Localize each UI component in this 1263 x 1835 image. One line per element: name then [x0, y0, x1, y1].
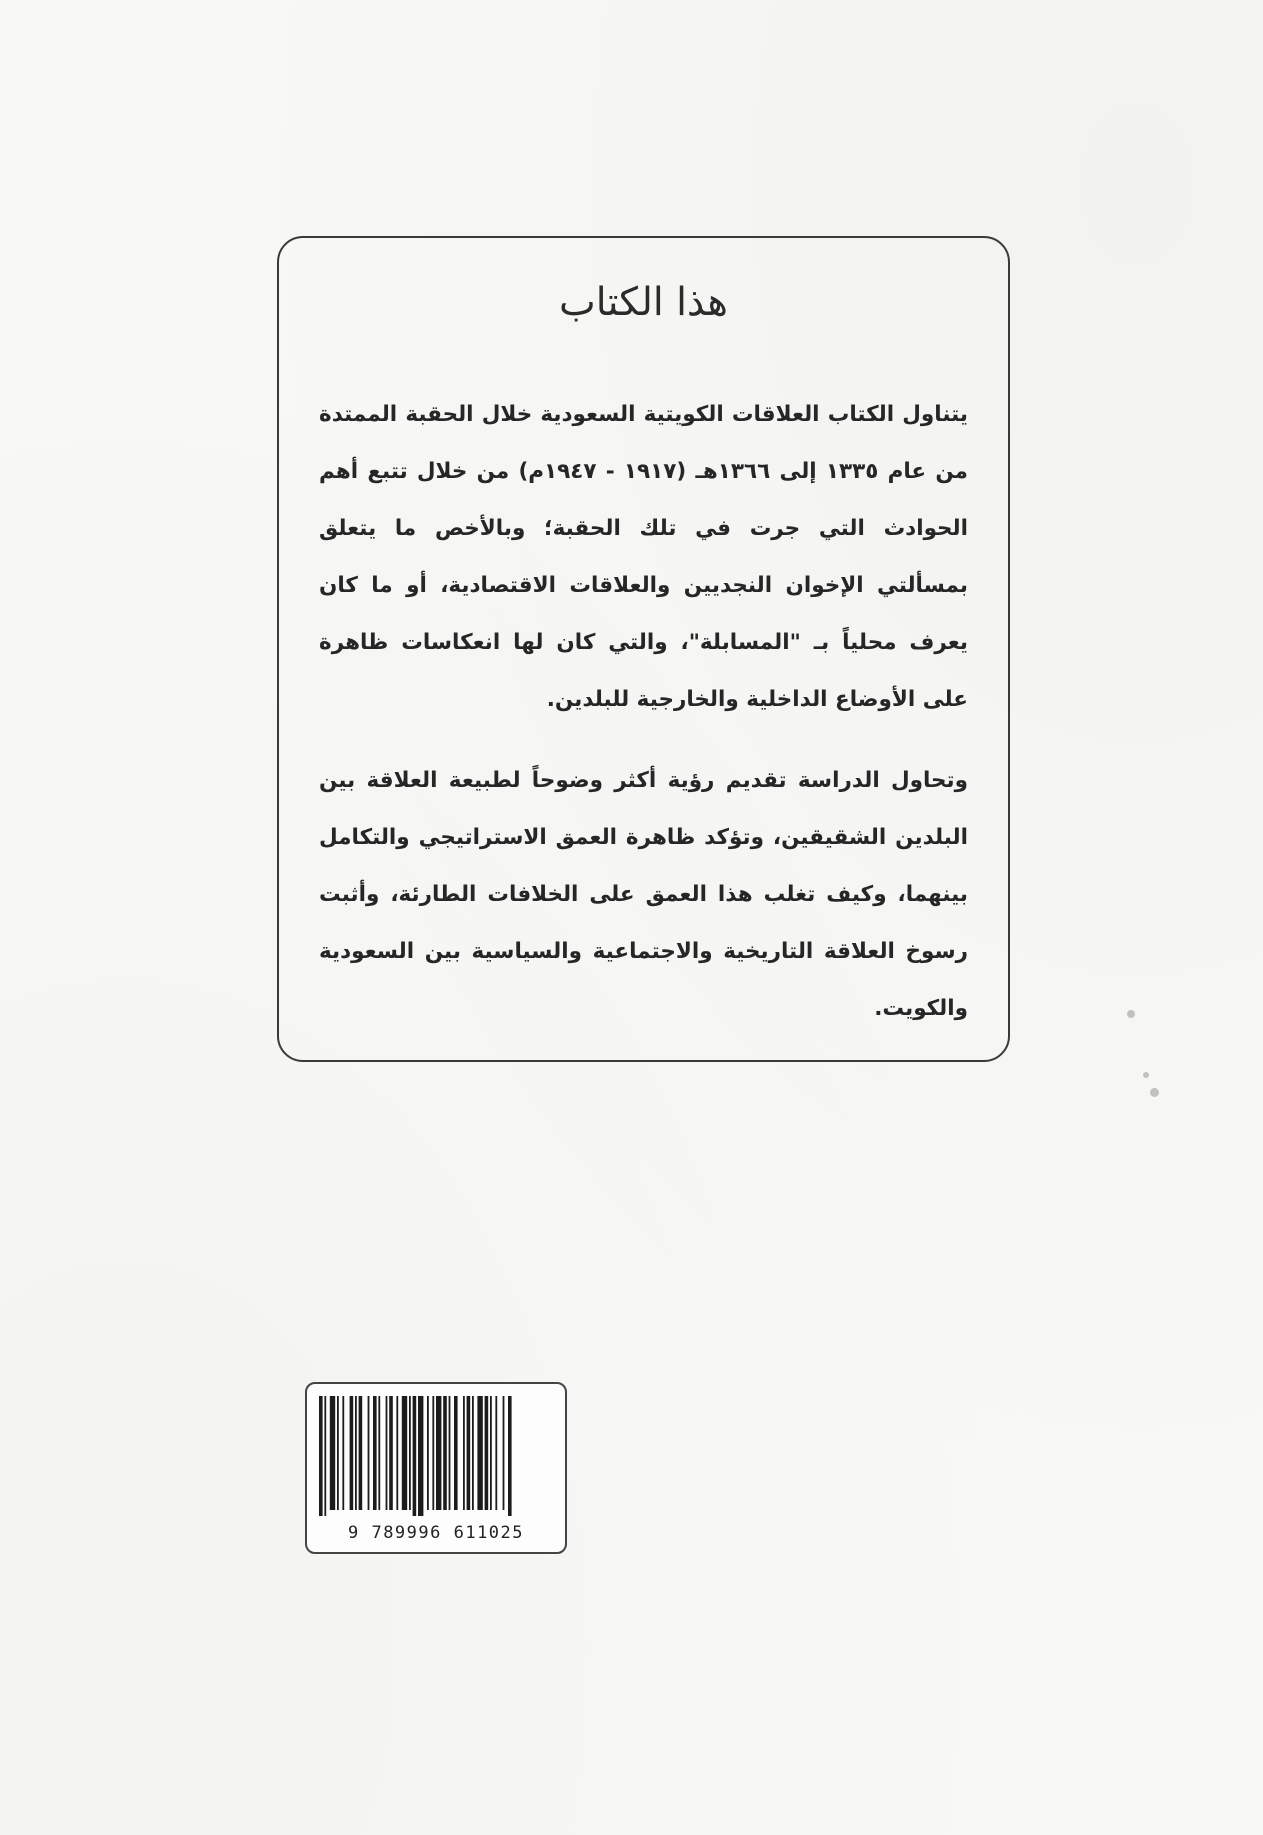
- blurb-body: [319, 386, 968, 1037]
- barcode-bar: [449, 1396, 451, 1510]
- paper-speck: [1127, 1010, 1135, 1018]
- barcode-bar: [427, 1396, 429, 1510]
- barcode-bar: [436, 1396, 441, 1510]
- barcode-bar: [477, 1396, 482, 1510]
- barcode-icon: [319, 1396, 557, 1516]
- barcode-bar: [503, 1396, 505, 1510]
- barcode-bar: [490, 1396, 492, 1510]
- barcode-bar: [324, 1396, 326, 1516]
- blurb-paragraph-1: يتناول الكتاب العلاقات الكويتية السعودية خلال الحقبة الممتدة من عام ١٣٣٥ إلى ١٣٦٦هـ (١٩١٧ - ١٩٤٧م) من خلال تتبع أهم الحوادث التي جرت في تلك الحقبة؛ وبالأخص ما يتعلق بمسألتي الإخوان النجديين والعلاقات الاقتصادية، أو ما كان يعرف محلياً بـ "المسابلة"، والتي كان لها انعكاسات ظاهرة على الأوضاع الداخلية والخارجية للبلدين.: [319, 402, 968, 712]
- paper-speck: [1143, 1072, 1149, 1078]
- barcode-bar: [355, 1396, 357, 1510]
- barcode-bar: [463, 1396, 465, 1510]
- barcode-bar: [386, 1396, 388, 1510]
- barcode-bar: [359, 1396, 363, 1510]
- blurb-box: [277, 236, 1010, 1062]
- barcode-bar: [402, 1396, 407, 1510]
- barcode-bar: [350, 1396, 354, 1510]
- barcode-bar: [472, 1396, 474, 1510]
- barcode-bar: [454, 1396, 458, 1510]
- barcode-bar: [389, 1396, 393, 1510]
- barcode-bar: [418, 1396, 423, 1516]
- barcode-bar: [330, 1396, 335, 1510]
- paper-speck: [1150, 1088, 1159, 1097]
- barcode-bar: [413, 1396, 417, 1516]
- blurb-paragraph-2: وتحاول الدراسة تقديم رؤية أكثر وضوحاً لطبيعة العلاقة بين البلدين الشقيقين، وتؤكد ظاهرة العمق الاستراتيجي والتكامل بينهما، وكيف تغلب هذا العمق على الخلافات الطارئة، وأثبت رسوخ العلاقة التاريخية والاجتماعية والسياسية بين السعودية والكويت.: [319, 768, 968, 1021]
- barcode-bar: [368, 1396, 370, 1510]
- barcode-bar: [443, 1396, 447, 1510]
- barcode-bar: [485, 1396, 489, 1510]
- barcode-bar: [432, 1396, 434, 1510]
- barcode-bar: [396, 1396, 398, 1510]
- barcode-bar: [467, 1396, 471, 1510]
- barcode-bar: [495, 1396, 497, 1510]
- barcode-bar: [337, 1396, 339, 1510]
- blurb-title: هذا الكتاب: [559, 280, 728, 325]
- barcode-bar: [373, 1396, 377, 1510]
- barcode-bar: [378, 1396, 380, 1510]
- barcode-bar: [508, 1396, 512, 1516]
- barcode-bar: [319, 1396, 323, 1516]
- isbn-barcode: [305, 1382, 567, 1554]
- barcode-bar: [409, 1396, 411, 1510]
- barcode-number: 9 789996 611025: [347, 1523, 525, 1543]
- barcode-bar: [342, 1396, 344, 1510]
